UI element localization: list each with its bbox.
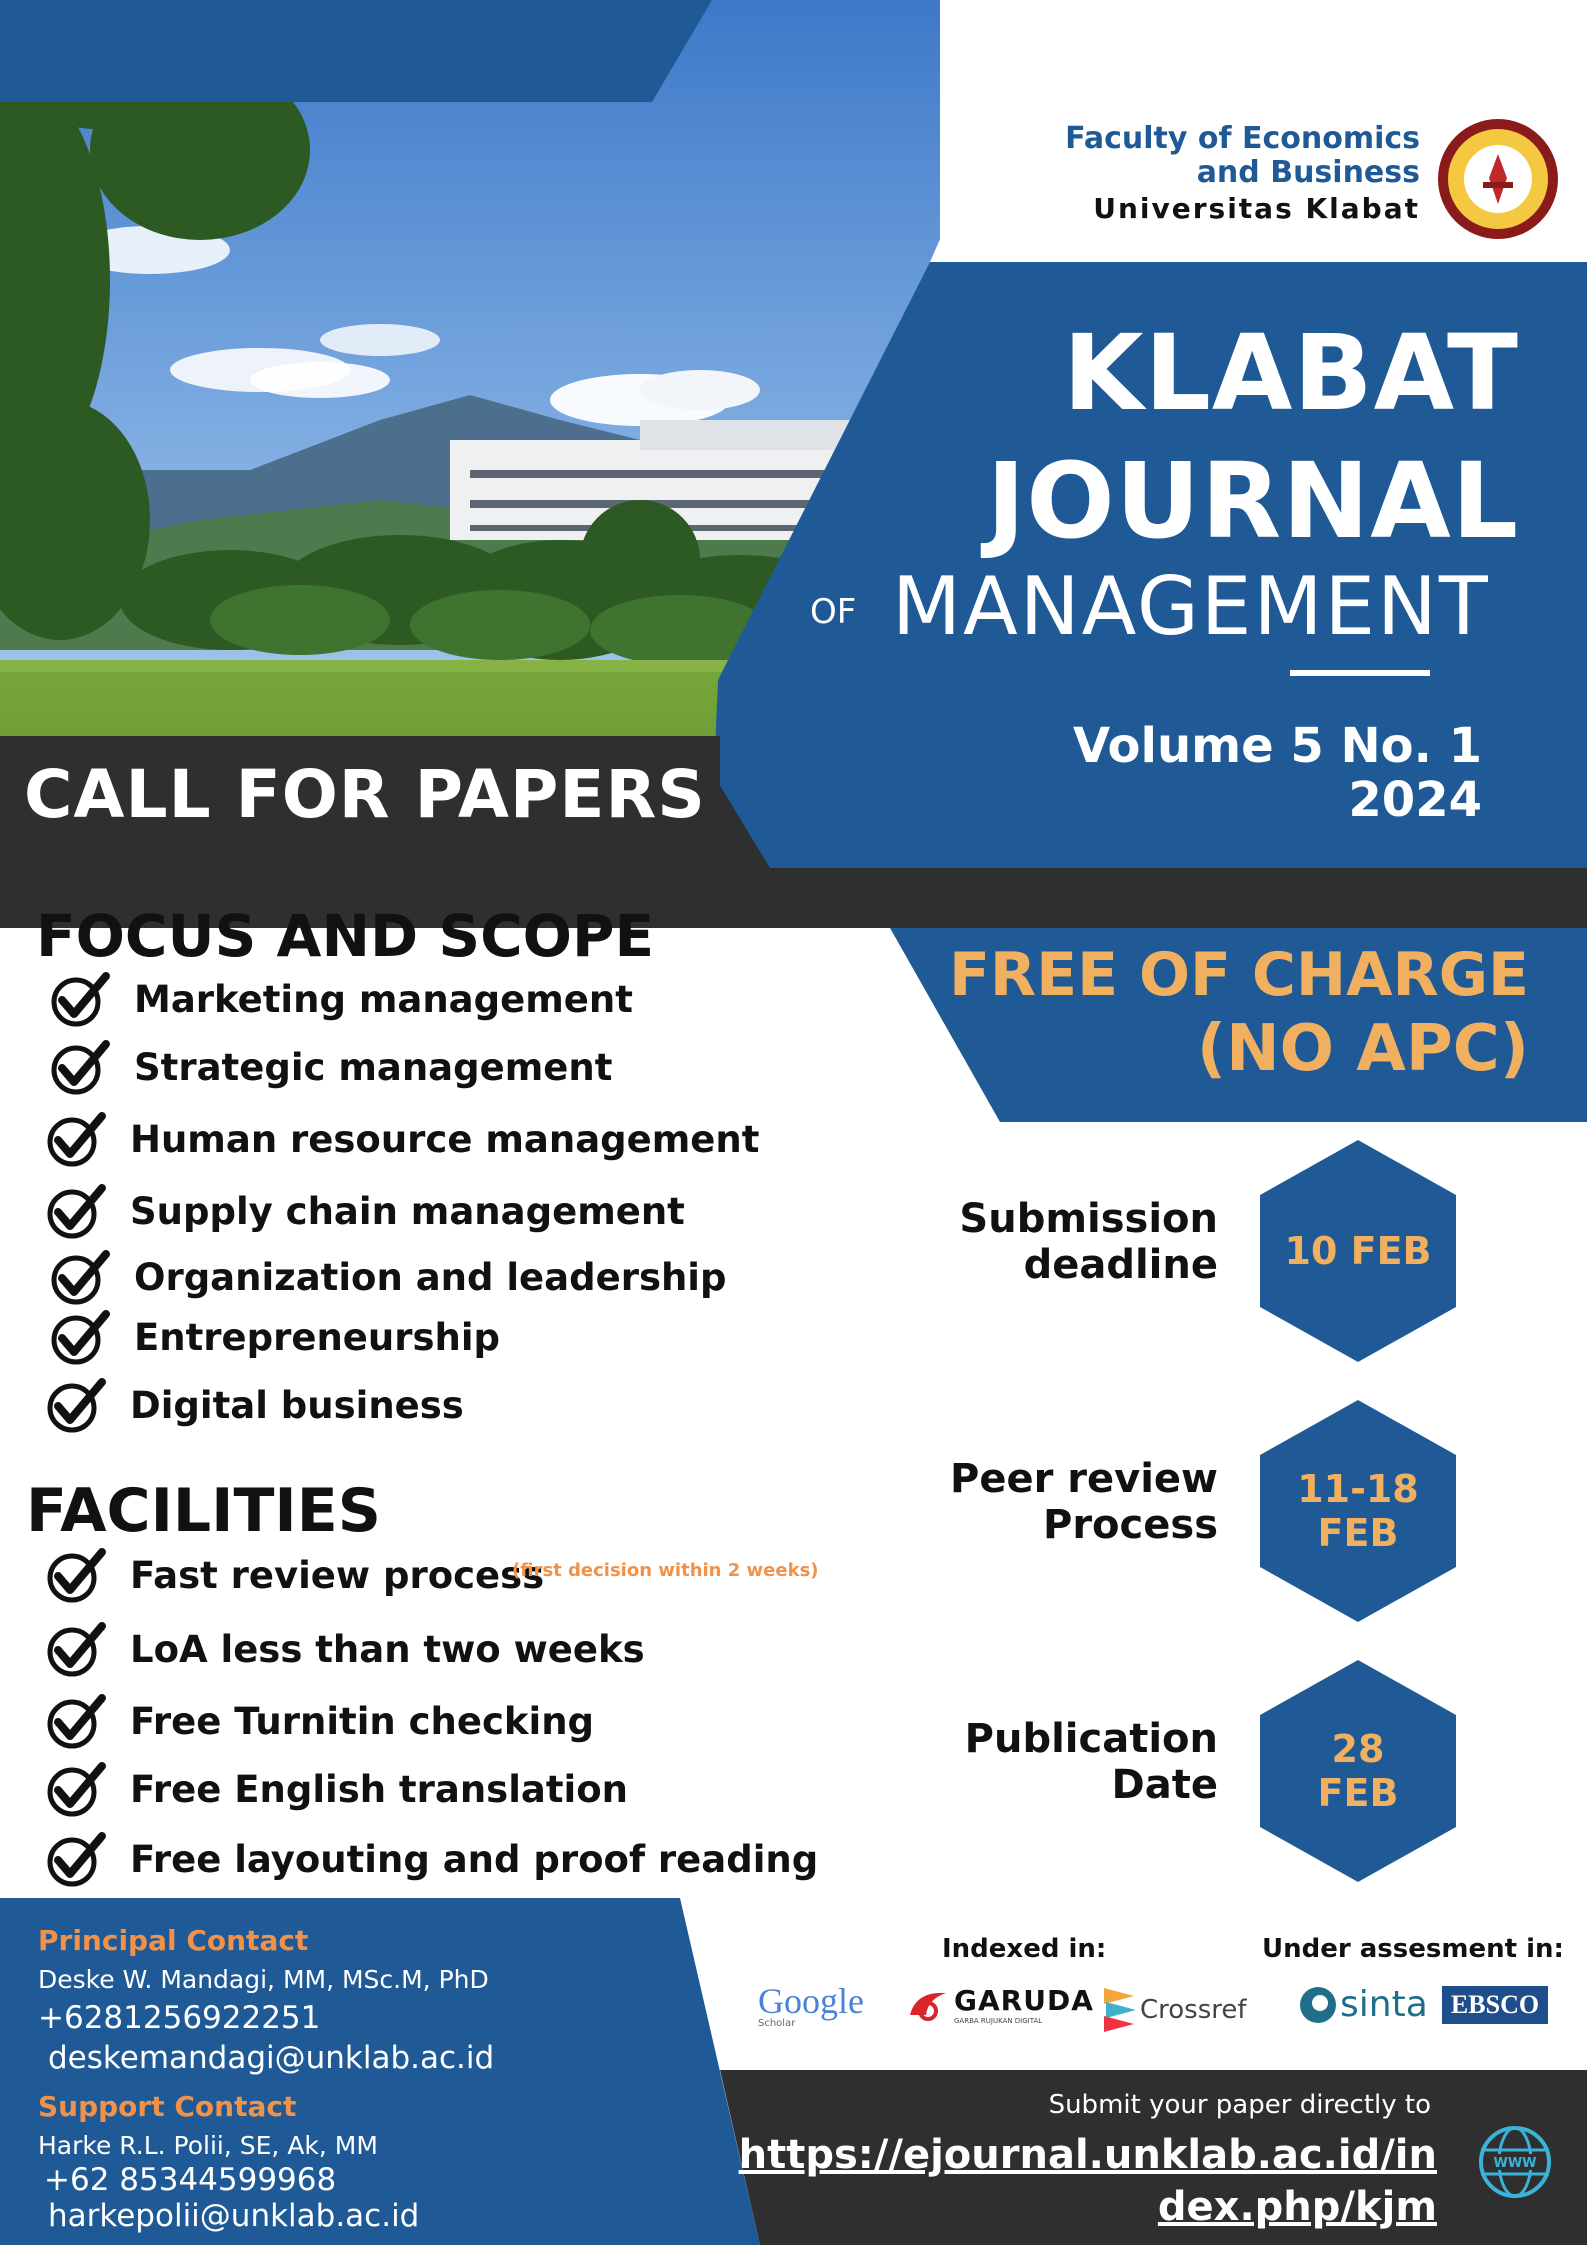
journal-title-line2: JOURNAL — [986, 440, 1519, 562]
checkmark-icon — [46, 1546, 108, 1604]
facility-item-label: Free English translation — [130, 1767, 628, 1811]
indexed-label: Indexed in: — [942, 1934, 1107, 1964]
call-for-papers-title: CALL FOR PAPERS — [24, 756, 706, 833]
facility-item-label: Fast review process — [130, 1553, 545, 1597]
focus-item — [46, 1182, 685, 1240]
focus-item-label: Supply chain management — [130, 1189, 685, 1233]
university-seal-icon — [1435, 116, 1561, 242]
checkmark-icon — [46, 1620, 108, 1678]
facility-item-label: Free Turnitin checking — [130, 1699, 595, 1743]
principal-name: Deske W. Mandagi, MM, MSc.M, PhD — [38, 1965, 489, 1994]
globe-icon — [1477, 2124, 1553, 2200]
principal-heading: Principal Contact — [38, 1924, 309, 1957]
assessment-label: Under assesment in: — [1262, 1934, 1564, 1964]
date-line1: 10 FEB — [1284, 1229, 1432, 1273]
checkmark-icon — [46, 1182, 108, 1240]
google-logo-sub: Scholar — [758, 2018, 796, 2029]
facility-item — [46, 1620, 645, 1678]
timeline-label — [965, 1716, 1218, 1808]
google-logo-text: Google — [758, 1981, 864, 2021]
timeline-label — [950, 1456, 1218, 1548]
support-heading: Support Contact — [38, 2090, 297, 2123]
journal-title-of: OF — [810, 592, 857, 632]
submit-url-line2[interactable]: dex.php/kjm — [1157, 2184, 1437, 2230]
garuda-text: GARUDA — [954, 1984, 1094, 2017]
checkmark-icon — [50, 1308, 112, 1366]
timeline-label-line1: Peer review — [950, 1456, 1218, 1502]
journal-title-line3: MANAGEMENT — [892, 560, 1490, 653]
principal-phone[interactable]: +6281256922251 — [38, 2000, 321, 2036]
crossref-logo — [1104, 1988, 1247, 2032]
focus-item — [50, 1038, 612, 1096]
checkmark-icon — [50, 1248, 112, 1306]
support-phone[interactable]: +62 85344599968 — [44, 2162, 337, 2198]
focus-item-label: Digital business — [130, 1383, 464, 1427]
facilities-heading: FACILITIES — [26, 1476, 381, 1546]
google-scholar-logo — [758, 1980, 864, 2029]
timeline-label-line1: Submission — [959, 1196, 1218, 1242]
checkmark-icon — [46, 1376, 108, 1434]
sinta-logo — [1298, 1984, 1428, 2025]
facility-item — [46, 1760, 628, 1818]
principal-email[interactable]: deskemandagi@unklab.ac.id — [48, 2040, 495, 2076]
timeline-label-line2: deadline — [1023, 1242, 1218, 1288]
date-label — [1260, 1467, 1456, 1555]
submit-prompt: Submit your paper directly to — [1048, 2090, 1431, 2120]
facility-item — [46, 1830, 818, 1888]
date-line2: FEB — [1317, 1771, 1399, 1815]
journal-year: 2024 — [1348, 772, 1482, 828]
date-line2: FEB — [1317, 1511, 1399, 1555]
checkmark-icon — [46, 1692, 108, 1750]
support-name: Harke R.L. Polii, SE, Ak, MM — [38, 2131, 378, 2160]
checkmark-icon — [46, 1760, 108, 1818]
checkmark-icon — [46, 1830, 108, 1888]
focus-item-label: Organization and leadership — [134, 1255, 727, 1299]
journal-volume: Volume 5 No. 1 — [1072, 718, 1482, 774]
timeline-label — [959, 1196, 1218, 1288]
timeline-label-line2: Process — [1043, 1502, 1218, 1548]
faculty-name-line1: Faculty of Economics — [1065, 121, 1420, 156]
date-label — [1260, 1727, 1456, 1815]
focus-heading: FOCUS AND SCOPE — [36, 902, 655, 970]
ebsco-text: EBSCO — [1450, 1990, 1540, 2019]
date-line1: 11-18 — [1297, 1467, 1419, 1511]
crossref-text: Crossref — [1140, 1995, 1247, 2025]
support-contact — [38, 2090, 419, 2234]
submit-url-line1[interactable]: https://ejournal.unklab.ac.id/in — [738, 2132, 1437, 2178]
focus-item-label: Strategic management — [134, 1045, 613, 1089]
checkmark-icon — [46, 1110, 108, 1168]
garuda-icon — [906, 1985, 950, 2025]
garuda-logo — [906, 1984, 1094, 2025]
crossref-icon — [1104, 1988, 1136, 2032]
focus-item — [50, 1248, 726, 1306]
garuda-sub: GARBA RUJUKAN DIGITAL — [954, 2017, 1043, 2025]
facility-item — [46, 1692, 594, 1750]
facility-note: (first decision within 2 weeks) — [512, 1560, 819, 1581]
timeline-label-line1: Publication — [964, 1716, 1218, 1762]
focus-item-label: Human resource management — [130, 1117, 760, 1161]
faculty-header — [1000, 122, 1420, 228]
checkmark-icon — [50, 970, 112, 1028]
support-email[interactable]: harkepolii@unklab.ac.id — [48, 2198, 420, 2234]
sinta-text: sinta — [1340, 1984, 1428, 2025]
checkmark-icon — [50, 1038, 112, 1096]
facility-item-label: Free layouting and proof reading — [130, 1837, 819, 1881]
university-name: Universitas Klabat — [1093, 192, 1420, 225]
charge-line2: (NO APC) — [1196, 1012, 1529, 1086]
sinta-icon — [1298, 1985, 1338, 2025]
focus-item-label: Entrepreneurship — [134, 1315, 501, 1359]
timeline-label-line2: Date — [1111, 1762, 1218, 1808]
faculty-name-line2: and Business — [1196, 155, 1420, 190]
title-underline — [1290, 670, 1430, 676]
journal-title-line1: KLABAT — [1063, 312, 1519, 434]
focus-item — [46, 1110, 759, 1168]
focus-item — [50, 1308, 500, 1366]
principal-contact — [38, 1924, 494, 2076]
charge-line1: FREE OF CHARGE — [948, 940, 1529, 1010]
ebsco-logo — [1442, 1986, 1548, 2024]
globe-www-text: WWW — [1493, 2156, 1537, 2171]
focus-item — [50, 970, 633, 1028]
facility-item — [46, 1546, 544, 1604]
date-line1: 28 — [1331, 1727, 1385, 1771]
focus-item — [46, 1376, 464, 1434]
facility-item-label: LoA less than two weeks — [130, 1627, 645, 1671]
date-label — [1260, 1229, 1456, 1273]
focus-item-label: Marketing management — [134, 977, 633, 1021]
